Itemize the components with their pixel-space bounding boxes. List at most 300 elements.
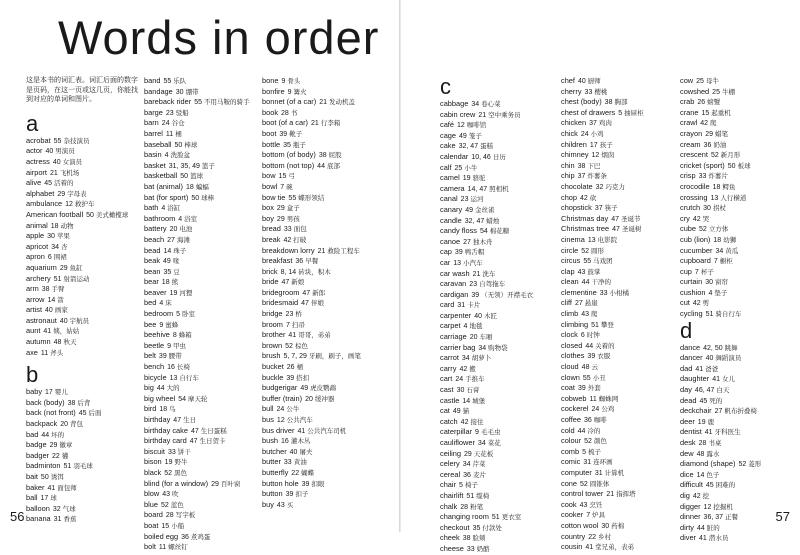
entry-translation: 杯子 [700,268,714,276]
entry-translation: 骨头 [287,78,301,85]
entry-translation: 烟囱 [601,152,615,160]
entry-page: 38 [318,152,327,160]
entry-page: 27 [167,236,175,244]
entry-word: aunt [26,326,41,336]
glossary-entry [561,426,676,437]
glossary-entry [144,171,259,182]
entry-word: circus [561,256,581,266]
glossary-entry [561,341,676,352]
entry-word: breakfast [262,256,293,266]
glossary-entry [144,415,259,426]
entry-word: chip [561,171,575,181]
entry-page: 18 [50,222,59,230]
entry-translation: 伴娘 [310,300,324,308]
entry-translation: 圆形 [591,247,605,255]
entry-word: belt [144,351,156,361]
entry-word: candy floss [440,226,477,236]
entry-translation: 摩天轮 [188,395,208,403]
entry-page: 19 [164,459,173,467]
glossary-entry [561,320,676,331]
entry-translation: 蝙蝠 [195,183,209,191]
entry-word: car wash [440,268,470,278]
entry-translation: 屠夫 [299,448,313,456]
entry-page: 40 [59,317,68,325]
entry-word: day [680,385,692,395]
glossary-entry [26,157,138,168]
entry-translation: 爬 [710,120,717,128]
entry-translation: 扫帚 [291,321,305,329]
glossary-entry [680,161,795,172]
entry-word: birthday cake [144,425,188,435]
entry-word: birthday [144,415,171,424]
entry-page: 51 [53,275,62,283]
glossary-entry [262,383,377,394]
glossary-entry [26,136,138,147]
entry-word: bad [26,429,39,439]
entry-page: 12 [65,201,73,209]
entry-word: bead [144,245,161,255]
entry-page: 12 [456,122,465,130]
glossary-entry [144,108,259,119]
entry-page: 39 [471,291,480,299]
entry-translation: 靴子 [289,130,303,138]
entry-page: 51 [466,492,475,500]
entry-page: 18 [186,183,194,191]
entry-translation: 缓冲器 [314,395,335,403]
glossary-entry [262,309,377,320]
glossary-entry [262,129,377,140]
glossary-entry [440,396,555,407]
entry-translation: 盒子 [286,205,300,213]
entry-word: coat [561,383,575,393]
entry-page: 50 [191,194,200,202]
entry-word: climbing [561,319,589,329]
entry-word: ball [26,493,38,503]
entry-translation: 浴缸 [167,205,181,213]
entry-page: 41 [704,429,713,437]
entry-translation: 后面 [88,410,102,418]
glossary-entry [26,419,138,430]
glossary-entry [561,277,676,288]
glossary-entry [26,316,138,327]
entry-translation: 男演员 [55,148,75,156]
entry-translation: 书 [290,109,298,117]
entry-word: brush [262,351,281,361]
glossary-entry [440,226,555,237]
entry-translation: 立方体 [708,226,729,234]
entry-page: 52 [710,152,719,160]
entry-page: 28 [281,109,289,117]
entry-word: apple [26,231,45,241]
entry-page: 55 [194,99,203,107]
glossary-entry [144,426,259,437]
entry-translation: 板球 [737,162,751,170]
glossary-entry [440,237,555,248]
entry-page: 33 [599,289,608,297]
entry-word: cook [561,499,577,509]
entry-word: cabbage [440,99,469,108]
entry-translation: 跳舞 [724,344,738,352]
entry-page: 39 [577,385,586,393]
glossary-entry [561,140,676,151]
entry-page: 42 [700,120,709,128]
glossary-entry [440,417,555,428]
glossary-entry [144,150,259,161]
entry-translation: 下巴 [587,162,601,170]
glossary-entry [561,171,676,182]
glossary-entry [440,131,555,142]
entry-word: carpet [440,321,461,331]
entry-page: 40 [705,355,714,363]
entry-translation: 运河 [470,196,484,204]
entry-translation: 爸爸 [705,365,719,373]
glossary-entry [561,118,676,129]
entry-translation: 小丑 [592,374,606,382]
glossary-entry [262,267,377,278]
entry-page: 17 [45,389,53,397]
glossary-entry [262,182,377,193]
entry-word: clock [561,330,578,340]
entry-word: canary [440,204,463,214]
glossary-entry [26,440,138,451]
glossary-entry [262,404,377,415]
entry-translation: 芹菜 [472,461,486,469]
entry-page: 54 [178,395,187,403]
entry-word: dentist [680,427,702,437]
entry-word: bee [144,319,157,329]
glossary-entry [680,277,795,288]
entry-page: 27 [463,238,471,246]
entry-word: bonfire [262,86,285,96]
glossary-entry [26,284,138,295]
entry-translation: 公鸡 [601,406,615,414]
entry-word: curtain [680,277,703,287]
entry-word: crossing [680,192,708,202]
entry-page: 49 [465,206,473,214]
entry-translation: 长椅 [176,364,190,372]
entry-word: ceiling [440,448,461,458]
entry-page: 42 [460,418,469,426]
entry-page: 52 [160,501,169,509]
entry-translation: 咖啡馆 [466,122,487,130]
entry-word: bus driver [262,425,295,435]
entry-page: 32 [595,183,604,191]
entry-word: back (body) [26,397,65,407]
entry-word: deer [680,416,695,426]
glossary-entry [144,489,259,500]
glossary-entry [262,341,377,352]
entry-page: 4 [164,152,169,160]
entry-page: 12 [276,417,285,424]
entry-page: 39 [454,249,463,257]
entry-translation: 谷仓 [171,120,185,128]
entry-page: 46, 47 [694,387,715,395]
glossary-entry [680,224,795,235]
glossary-entry [262,277,377,288]
entry-translation: 蜘蛛网 [598,395,619,403]
glossary-entry [680,298,795,309]
entry-word: baby [26,387,43,397]
entry-translation: 蜡笔 [714,130,728,138]
entry-word: comic [561,457,581,467]
entry-word: cotton wool [561,520,599,530]
entry-page: 7 [285,321,290,329]
entry-word: ambulance [26,199,63,209]
entry-word: American football [26,209,84,219]
entry-page: 49 [163,258,171,266]
entry-word: boot [262,128,277,138]
entry-translation: 毛毛虫 [480,429,501,437]
entry-page: 47 [173,417,182,424]
entry-page: 9 [167,342,172,350]
glossary-entry [440,374,555,385]
entry-translation: 砖块，积木 [298,268,331,276]
entry-translation: 筷子 [604,205,618,213]
entry-word: crawl [680,118,698,128]
entry-word: beetle [144,340,165,350]
entry-page: 14 [462,397,471,405]
entry-word: cardigan [440,289,469,299]
entry-page: 41 [288,332,297,340]
entry-word: cinema [561,234,585,244]
entry-translation: 新郎 [312,289,326,297]
entry-page: 29 [463,450,472,458]
entry-word: dirty [680,522,694,532]
entry-word: bat (for sport) [144,192,189,202]
entry-translation: 斧头 [50,349,64,357]
glossary-entry [680,171,795,182]
entry-word: butcher [262,446,287,456]
entry-translation: 驳船 [175,109,189,117]
entry-page: 48 [53,339,62,347]
entry-translation: 露水 [706,450,720,458]
glossary-entry [144,447,259,458]
entry-word: calendar [440,151,469,161]
entry-translation: 羽毛球 [73,463,93,471]
entry-translation: 缆椅 [476,492,490,500]
glossary-entry [262,203,377,214]
entry-translation: 蜡烛 [486,217,500,225]
entry-word: cheek [440,533,460,543]
glossary-entry [680,214,795,225]
entry-word: beach [144,234,165,244]
glossary-entry [262,224,377,235]
entry-translation: 天花板 [473,450,494,458]
entry-word: dinner [680,512,701,522]
glossary-entry [144,246,259,257]
entry-translation: 扣眼 [311,480,325,488]
entry-translation: 绷带 [185,88,199,96]
entry-translation: 电影院 [597,236,618,244]
entry-word: cucumber [680,245,713,255]
entry-word: cage [440,130,457,140]
entry-translation: 喙 [172,258,180,266]
entry-page: 5, 7, 29 [283,353,307,361]
entry-word: chin [561,160,575,170]
entry-word: camel [440,173,460,183]
entry-translation: 颜色 [593,438,607,446]
glossary-entry [144,383,259,394]
entry-translation: 马戏团 [593,258,613,266]
entry-page: 44 [581,279,590,287]
entry-translation: 飞机场 [59,169,80,177]
entry-page: 52 [581,247,590,255]
entry-page: 8, 14 [280,268,297,276]
glossary-entry [26,189,138,200]
entry-page: 41 [297,427,306,435]
entry-translation: 幼狮 [723,236,737,244]
entry-translation: 挖 [702,492,710,500]
glossary-entry [26,514,138,525]
entry-translation: 牙科医生 [714,429,741,437]
word-column-5 [561,76,676,553]
entry-page: 41 [585,544,594,552]
entry-page: 34 [478,344,487,352]
entry-page: 47 [189,438,198,446]
page-number-left: 56 [10,509,25,524]
entry-page: 4 [159,300,164,308]
glossary-entry [26,451,138,462]
entry-word: butter [262,457,281,467]
entry-page: 37 [577,173,586,181]
entry-translation: 菱形 [748,461,762,469]
entry-page: 34 [51,243,59,251]
word-column-4 [440,76,555,555]
glossary-entry [561,298,676,309]
entry-word: basketball [144,171,178,181]
glossary-entry [144,532,259,543]
glossary-entry [440,353,555,364]
glossary-entry [144,309,259,320]
entry-word: bread [262,224,281,234]
entry-page: 25 [696,78,704,85]
entry-page: 18 [161,279,170,287]
entry-translation: 写字板 [175,512,196,520]
entry-page: 9 [475,429,479,437]
entry-word: bow tie [262,192,286,202]
glossary-entry [262,288,377,299]
entry-page: 51 [591,321,599,329]
entry-word: band [144,76,161,85]
entry-translation: 蛋糕 [480,143,494,151]
glossary-entry [561,288,676,299]
glossary-entry [262,171,377,182]
entry-word: apricot [26,241,49,251]
entry-translation: 女儿 [721,376,735,384]
entry-page: 43 [577,268,586,276]
glossary-entry [561,267,676,278]
entry-translation: 弓 [288,173,295,181]
glossary-entry [26,199,138,210]
entry-word: buy [262,499,274,509]
glossary-entry [26,221,138,232]
glossary-entry [561,510,676,521]
entry-word: cake [440,141,456,151]
entry-page: 16 [167,364,175,372]
entry-page: 22 [291,469,300,477]
entry-translation: 救护车 [74,201,95,209]
entry-word: dancer [680,353,703,363]
entry-page: 48 [581,364,590,372]
entry-translation: 接住 [470,418,484,426]
entry-translation: 胸部 [614,99,628,107]
glossary-entry [144,256,259,267]
entry-page: 4 [708,289,713,297]
glossary-entry [561,87,676,98]
entry-word: camera [440,183,465,193]
glossary-entry [561,415,676,426]
glossary-entry [561,447,676,458]
entry-page: 5 [459,482,463,490]
entry-word: chocolate [561,181,593,191]
entry-translation: 新月形 [720,152,741,160]
glossary-entry [561,97,676,108]
entry-page: 50 [86,211,94,219]
entry-word: butterfly [262,467,289,477]
entry-translation: 乡村 [598,533,612,541]
word-column-1 [26,76,138,525]
entry-page: 47 [190,427,199,435]
entry-page: 39 [285,491,294,499]
entry-translation: 母牛 [705,78,719,85]
glossary-entry [440,205,555,216]
entry-page: 32 [52,505,61,513]
glossary-entry [440,502,555,513]
entry-page: 15 [701,109,710,117]
entry-word: barge [144,107,163,117]
entry-word: children [561,139,587,149]
entry-word: cherry [561,86,582,96]
entry-translation: 困难的 [715,482,736,490]
entry-page: 11 [589,395,597,403]
entry-page: 16 [281,438,289,446]
glossary-entry [144,500,259,511]
entry-page: 34 [461,355,470,363]
entry-page: 22 [52,452,60,460]
entry-page: 17 [40,495,49,503]
entry-page: 37 [589,120,597,128]
entry-page: 19 [462,175,471,183]
entry-word: chopstick [561,203,592,213]
entry-page: 7 [280,183,285,191]
entry-word: difficult [680,480,703,490]
glossary-entry [561,479,676,490]
entry-translation: 海滩 [176,236,190,244]
entry-page: 28 [460,503,469,511]
entry-word: bareback rider [144,97,192,107]
entry-translation: 起重机 [711,109,731,117]
glossary-entry [680,406,795,417]
glossary-entry [440,491,555,502]
entry-page: 14 [696,471,705,479]
glossary-entry [440,470,555,481]
entry-word: cold [561,425,575,435]
entry-translation: 拐杖 [712,205,726,213]
entry-translation: 麦片 [472,471,486,479]
entry-word: artist [26,305,43,315]
glossary-entry [144,97,259,108]
glossary-entry [144,76,259,87]
entry-translation: 剪 [702,300,710,308]
entry-page: 25 [712,88,720,96]
entry-translation: 球棒 [201,194,215,202]
entry-translation: 橱柜 [719,258,733,266]
entry-page: 26 [286,364,295,372]
entry-page: 13 [169,374,178,382]
entry-word: cast [440,385,454,395]
glossary-entry [144,510,259,521]
entry-word: desk [680,438,696,447]
